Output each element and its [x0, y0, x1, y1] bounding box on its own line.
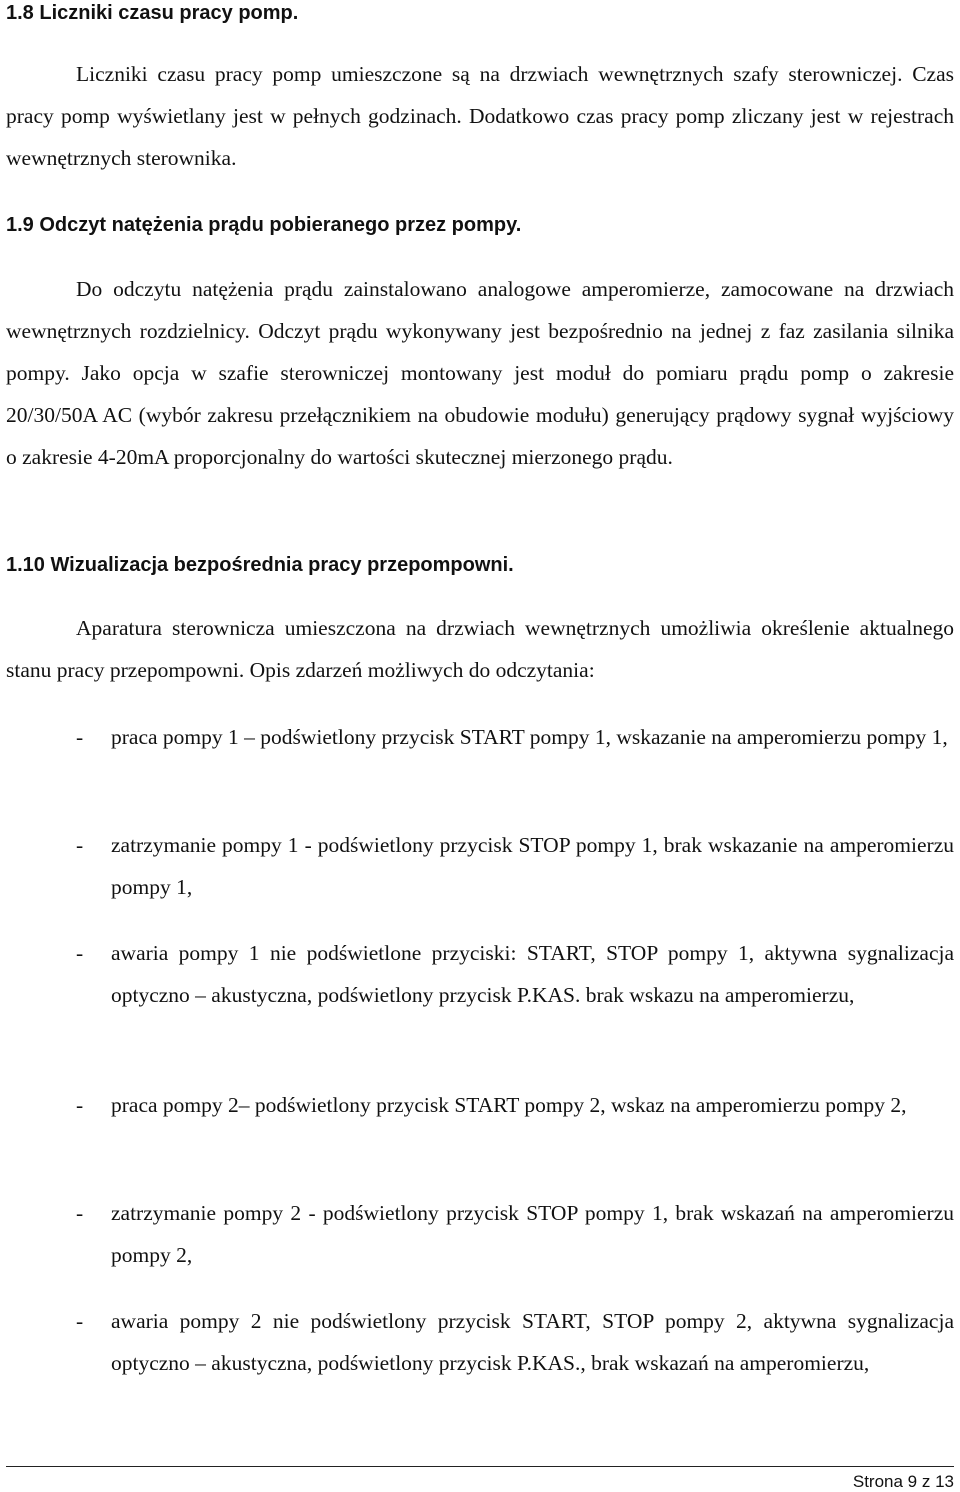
section-paragraph-odczyt-pradu: Do odczytu natężenia prądu zainstalowano analogowe amperomierze, zamocowane na drzwiach wewnętrznych rozdzielnicy. Odczyt prądu wykonywany jest bezpośrednio na jednej z faz zasilania silnika pompy. Jako opcja w szafie sterowniczej montowany jest moduł do pomiaru prądu pomp o zakresie 20/30/50A AC (wybór zakresu przełącznikiem na obudowie modułu) generujący prądowy sygnał wyjściowy o zakresie 4-20mA proporcjonalny do wartości skutecznej mierzonego prądu. [6, 277, 954, 469]
list-bullet: - [76, 1093, 84, 1117]
section-heading-wizualizacja: 1.10 Wizualizacja bezpośrednia pracy przepompowni. [6, 554, 514, 576]
section-paragraph-liczniki: Liczniki czasu pracy pomp umieszczone są na drzwiach wewnętrznych szafy sterowniczej. Czas pracy pomp wyświetlany jest w pełnych godzinach. Dodatkowo czas pracy pomp zliczany jest w rejestrach wewnętrznych sterownika. [6, 62, 954, 170]
list-item-text: zatrzymanie pompy 1 - podświetlony przycisk STOP pompy 1, brak wskazanie na amperomierzu pompy 1, [111, 833, 954, 899]
list-bullet: - [76, 941, 84, 965]
list-item [76, 1300, 954, 1384]
section-heading-liczniki: 1.8 Liczniki czasu pracy pomp. [6, 2, 299, 24]
list-item-text: awaria pompy 2 nie podświetlony przycisk START, STOP pompy 2, aktywna sygnalizacja optyczno – akustyczna, podświetlony przycisk P.KAS., brak wskazań na amperomierzu, [111, 1309, 954, 1375]
list-item [76, 716, 954, 758]
list-item [76, 1192, 954, 1276]
page-number: Strona 9 z 13 [852, 1472, 954, 1491]
list-item-text: zatrzymanie pompy 2 - podświetlony przycisk STOP pompy 1, brak wskazań na amperomierzu pompy 2, [111, 1201, 954, 1267]
list-item-text: praca pompy 1 – podświetlony przycisk START pompy 1, wskazanie na amperomierzu pompy 1, [111, 725, 948, 749]
list-bullet: - [76, 1201, 84, 1225]
section-paragraph-wizualizacja: Aparatura sterownicza umieszczona na drzwiach wewnętrznych umożliwia określenie aktualnego stanu pracy przepompowni. Opis zdarzeń możliwych do odczytania: [6, 616, 954, 682]
list-item [76, 1084, 954, 1126]
list-bullet: - [76, 1309, 84, 1333]
list-item-text: praca pompy 2– podświetlony przycisk START pompy 2, wskaz na amperomierzu pompy 2, [111, 1093, 907, 1117]
list-item [76, 932, 954, 1016]
list-item [76, 824, 954, 908]
list-item-text: awaria pompy 1 nie podświetlone przyciski: START, STOP pompy 1, aktywna sygnalizacja optyczno – akustyczna, podświetlony przycisk P.KAS. brak wskazu na amperomierzu, [111, 941, 954, 1007]
section-heading-odczyt-pradu: 1.9 Odczyt natężenia prądu pobieranego przez pompy. [6, 214, 522, 236]
list-bullet: - [76, 725, 84, 749]
footer-divider [6, 1466, 954, 1467]
list-bullet: - [76, 833, 84, 857]
